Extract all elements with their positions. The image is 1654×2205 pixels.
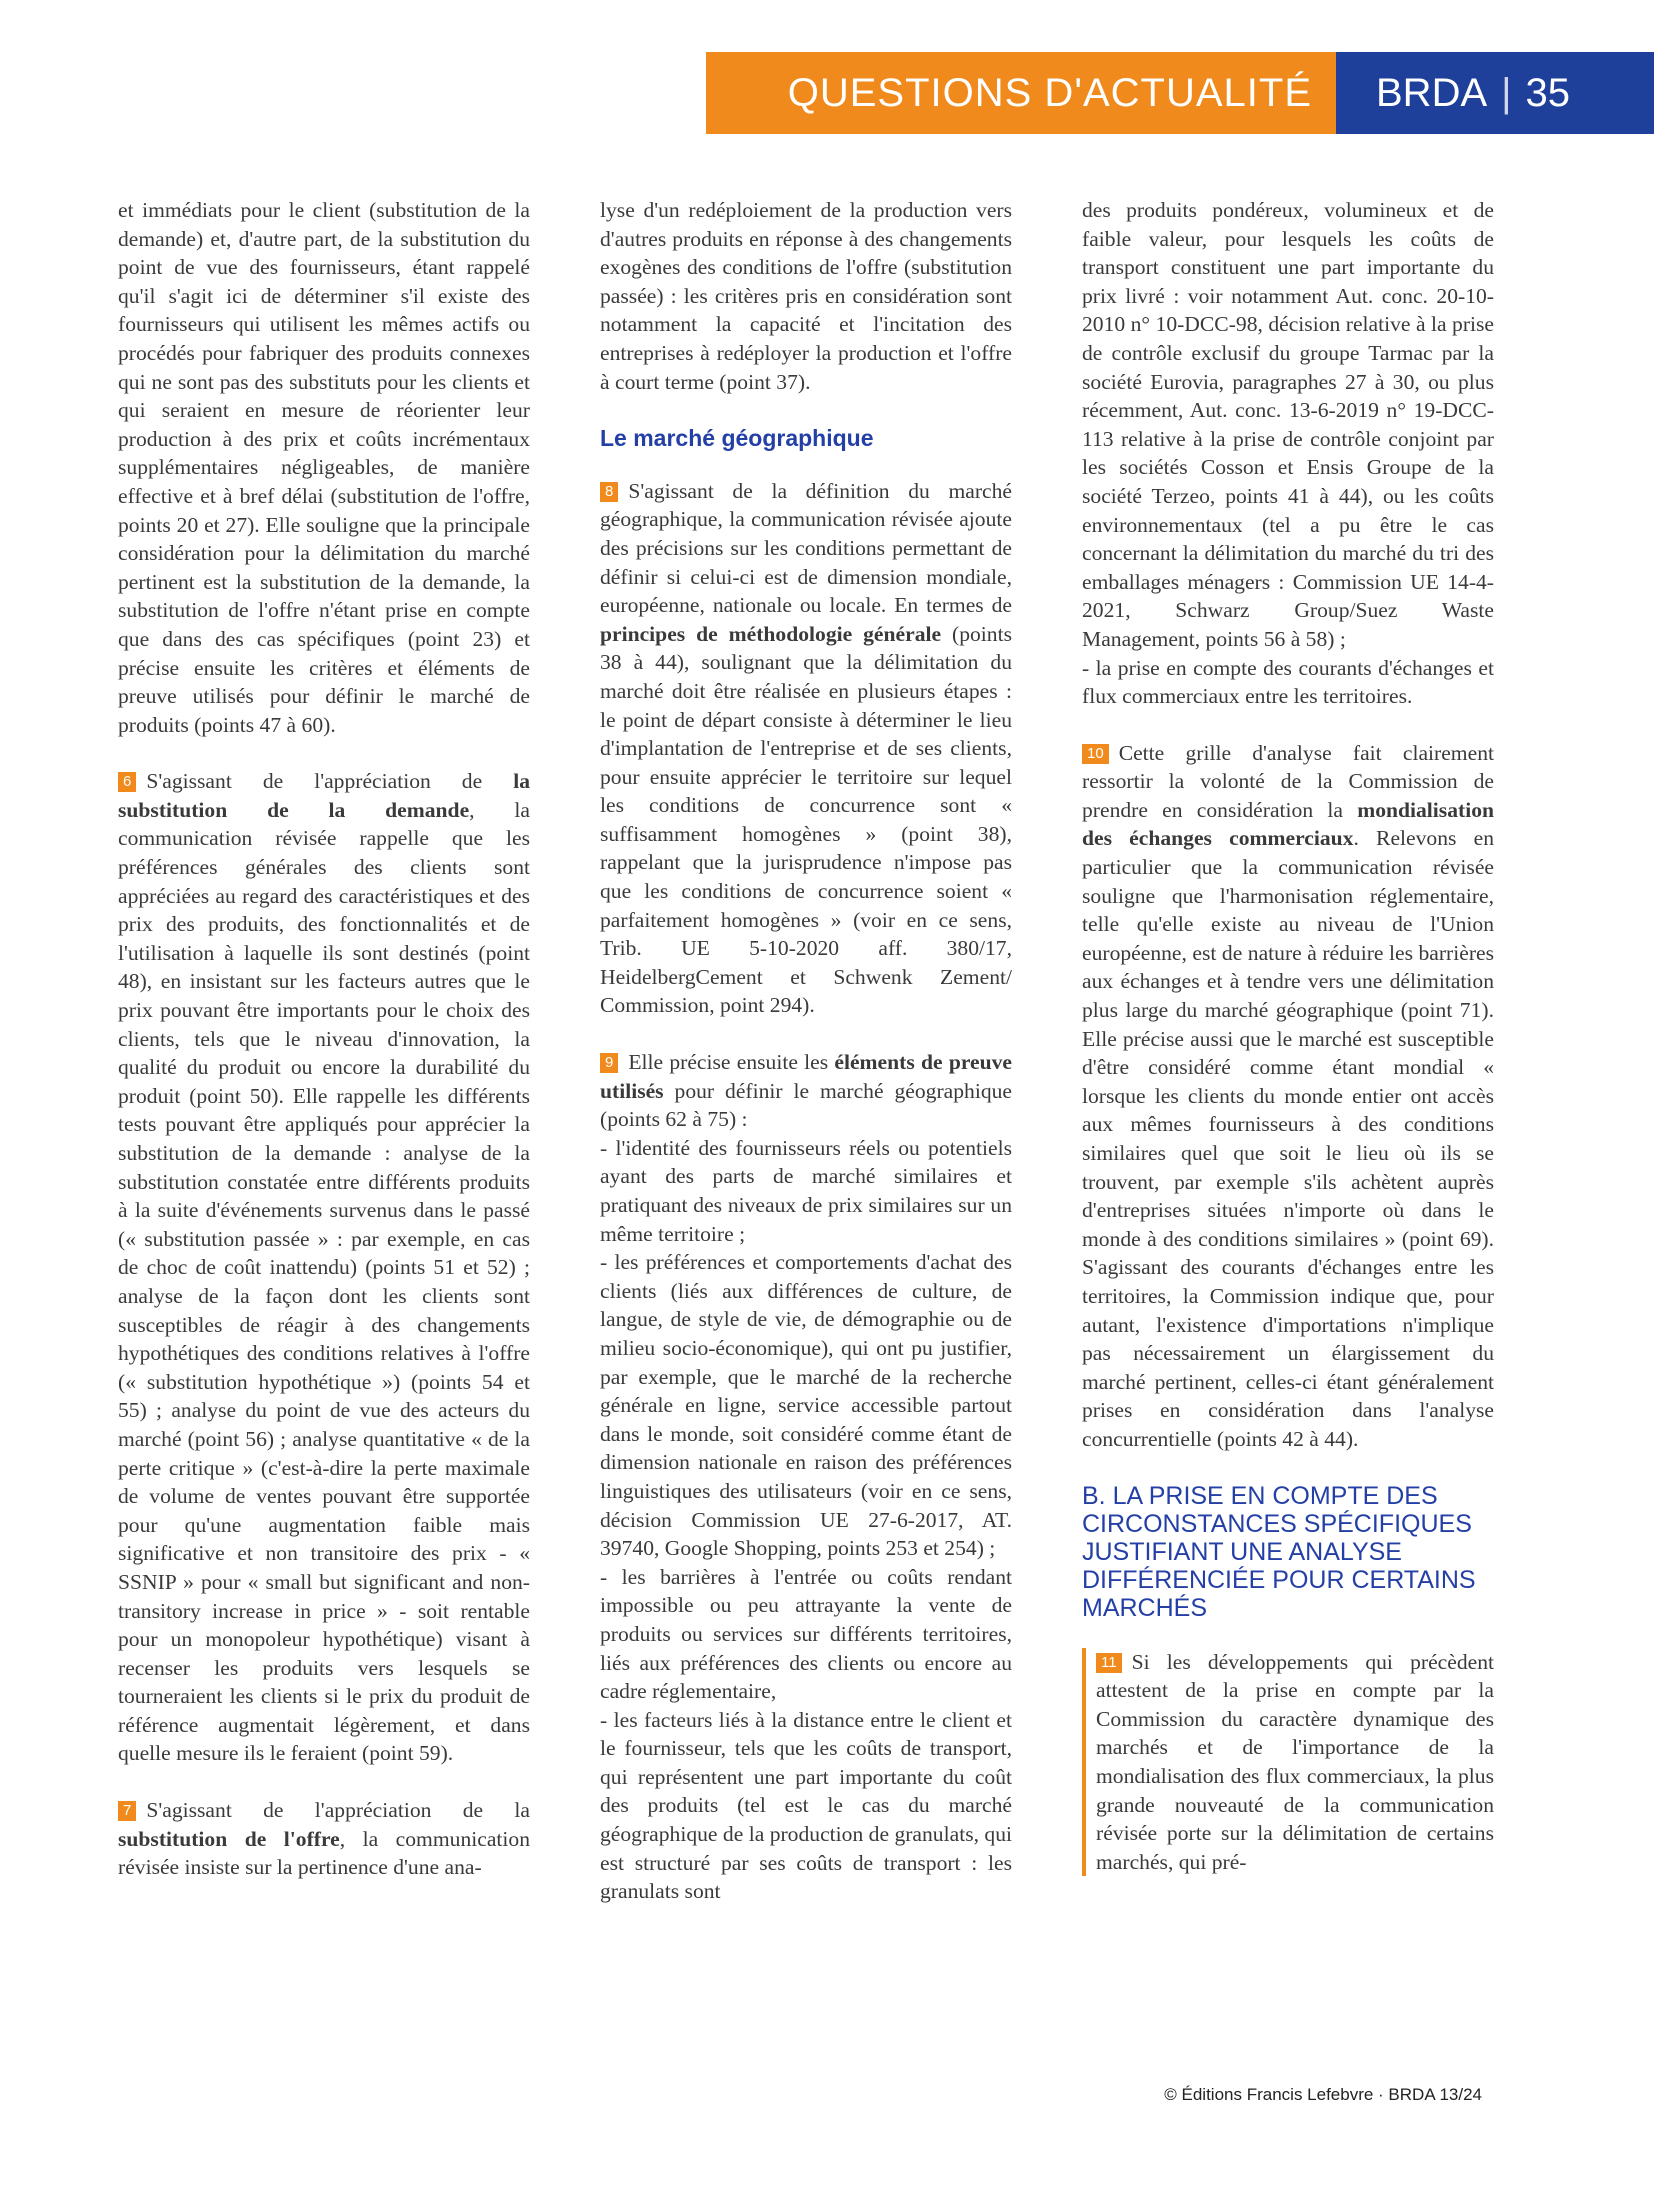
bold-term: la substitution de la demande [118,769,530,822]
subheading: Le marché géographique [600,425,874,452]
page-number: 35 [1525,70,1571,115]
section-heading: B. LA PRISE EN COMPTE DES CIRCONSTANCES SPÉCIFIQUES JUSTIFIANT UNE ANALYSE DIFFÉRENCIÉE POUR CERTAINS MARCHÉS [1082,1481,1476,1622]
paragraph: 11 Si les développements qui précèdent attestent de la prise en compte par la Commission du caractère dynamique des marchés et de l'importance de la mondialisation des flux commerciaux, la plus grande nouveauté de la communication révisée porte sur la délimitation de certains marchés, qui pré- [1082,1648,1494,1877]
page-footer: © Éditions Francis Lefebvre · BRDA 13/24 [1164,2085,1482,2104]
paragraph-number: 6 [118,772,136,792]
bold-term: mondialisation des échanges commerciaux [1082,797,1494,851]
paragraph: 6 S'agissant de l'appréciation de la substitution de la demande, la communication révisée rappelle que les préférences générales des clients sont appréciées au regard des caractéristiques et des prix des produits, des fonctionnalités et de l'utilisation à laquelle ils sont destinés (point 48), en insistant sur les facteurs autres que le prix pouvant être importants pour le choix des clients, tels que le niveau d'innovation, la qualité du produit ou encore la durabilité du produit (point 50). Elle rappelle les différents tests pouvant être appliqués pour apprécier la substitution de la demande : analyse de la substitution constatée entre différents produits à la suite d'événements survenus dans le passé (« substitution passée » : par exemple, en cas de choc de coût inattendu) (points 51 et 52) ; analyse de la façon dont les clients sont susceptibles de réagir à des changements hypothétiques des conditions relatives à l'offre (« substitution hypothétique ») (points 54 et 55) ; analyse du point de vue des acteurs du marché (point 56) ; analyse quantitative « de la perte critique » (c'est-à-dire la perte maximale de volume de ventes pouvant être supportée pour qu'une augmentation faible mais significative et non transitoire des prix - « SSNIP » pour « small but significant and non-transitory increase in price » - soit rentable pour un monopoleur hypothétique) visant à recenser les produits vers lesquels se tourneraient les clients si le prix du produit de référence augmentait légèrement, et dans quelle mesure ils le feraient (point 59). [118,769,530,1766]
list-item: - les barrières à l'entrée ou coûts rendant impossible ou peu attrayante la vente de produits ou services sur différents territoires, liés aux préférences des clients ou encore au cadre réglementaire, [600,1564,1012,1704]
paragraph: et immédiats pour le client (substitution de la demande) et, d'autre part, de la substitution du point de vue des fournisseurs, étant rappelé qu'il s'agit ici de déterminer s'il existe des fournisseurs qui utilisent les mêmes actifs ou procédés pour fabriquer des produits connexes qui ne sont pas des substituts pour les clients et qui seraient en mesure de réorienter leur production à des prix et coûts incrémentaux supplémentaires négligeables, de manière effective et à bref délai (substitution de l'offre, points 20 et 27). Elle souligne que la principale considération pour la délimitation du marché pertinent est la substitution de la demande, la substitution de l'offre n'étant prise en compte que dans des cas spécifiques (point 23) et précise ensuite les critères et éléments de preuve utilisés pour définir le marché de produits (points 47 à 60). [118,198,530,737]
text-column-1 [118,196,530,1910]
publication-name: BRDA [1376,70,1488,115]
list-item: - l'identité des fournisseurs réels ou potentiels ayant des parts de marché similaires et pratiquant des niveaux de prix similaires sur un même territoire ; [600,1135,1012,1246]
paragraph: 9 Elle précise ensuite les éléments de preuve utilisés pour définir le marché géographique (points 62 à 75) : [600,1050,1012,1132]
paragraph: 10 Cette grille d'analyse fait clairement ressortir la volonté de la Commission de prendre en considération la mondialisation des échanges commerciaux. Relevons en particulier que la communication révisée souligne que l'harmonisation réglementaire, telle qu'elle existe au niveau de l'Union européenne, est de nature à réduire les barrières aux échanges et à tendre vers une délimitation plus large du marché géographique (point 71). Elle précise aussi que le marché est susceptible d'être considéré comme étant mondial « lorsque les clients du monde entier ont accès aux mêmes fournisseurs à des conditions similaires quel que soit le lieu où ils se trouvent, par exemple s'ils achètent auprès d'entreprises situées n'importe où dans le monde à des conditions similaires » (point 69). S'agissant des courants d'échanges entre les territoires, la Commission indique que, pour autant, l'existence d'importations n'implique pas nécessairement un élargissement du marché pertinent, celles-ci étant généralement prises en considération dans l'analyse concurrentielle (points 42 à 44). [1082,740,1494,1451]
paragraph: lyse d'un redéploiement de la production vers d'autres produits en réponse à des changements exogènes des conditions de l'offre (substitution passée) : les critères pris en considération sont notamment la capacité et l'incitation des entreprises à redéployer la production et l'offre à court terme (point 37). [600,198,1012,394]
paragraph-number: 7 [118,1801,136,1821]
paragraph-number: 8 [600,482,618,502]
paragraph-number: 9 [600,1053,618,1073]
list-item: - les facteurs liés à la distance entre le client et le fournisseur, tels que les coûts de transport, qui représentent une part importante du coût des produits (tel est le cas du marché géographique de la production de granulats, qui est structuré par ses coûts de transport : les granulats sont [600,1707,1012,1904]
publication-header [1336,52,1654,134]
paragraph: 8 S'agissant de la définition du marché géographique, la communication révisée ajoute des précisions sur les conditions permettant de définir si celui-ci est de dimension mondiale, européenne, nationale ou locale. En termes de principes de méthodologie générale (points 38 à 44), soulignant que la délimitation du marché doit être réalisée en plusieurs étapes : le point de départ consiste à déterminer le lieu d'implantation de l'entreprise et de ses clients, pour ensuite apprécier le territoire sur lequel les conditions de concurrence sont « suffisamment homogènes » (point 38), rappelant que la jurisprudence n'impose pas que les conditions de concurrence soient « parfaitement homogènes » (voir en ce sens, Trib. UE 5-10-2020 aff. 380/17, HeidelbergCement et Schwenk Zement/ Commission, point 294). [600,478,1012,1018]
bold-term: éléments de preuve utilisés [600,1050,1012,1103]
paragraph: 7 S'agissant de l'appréciation de la substitution de l'offre, la communication révisée insiste sur la pertinence d'une ana- [118,1798,531,1880]
bold-term: principes de méthodologie générale [600,621,942,646]
paragraph: des produits pondéreux, volumineux et de faible valeur, pour lesquels les coûts de transport constituent une part importante du prix livré : voir notamment Aut. conc. 20-10-2010 n° 10-DCC-98, décision relative à la prise de contrôle exclusif du groupe Tarmac par la société Eurovia, paragraphes 27 à 30, ou plus récemment, Aut. conc. 13-6-2019 n° 19-DCC-113 relative à la prise de contrôle conjoint par les sociétés Cosson et Ensis Groupe de la société Terzeo, points 41 à 44), ou les coûts environnementaux (tel a pu être le cas concernant la délimitation du marché du tri des emballages ménagers : Commission UE 14-4-2021, Schwarz Group/Suez Waste Management, points 56 à 58) ; [1082,198,1494,651]
list-item: - les préférences et comportements d'achat des clients (liés aux différences de culture, de langue, de style de vie, de démographie ou de milieu socio-économique), qui ont pu justifier, par exemple, que le marché de la recherche générale en ligne, service accessible partout dans le monde, soit considéré comme étant de dimension nationale en raison des préférences linguistiques des utilisateurs (voir en ce sens, décision Commission UE 27-6-2017, AT. 39740, Google Shopping, points 253 et 254) ; [600,1250,1012,1561]
text-column-3 [1082,196,1494,1904]
paragraph-number: 11 [1096,1653,1122,1673]
text-column-2 [600,196,1012,1934]
section-title: QUESTIONS D'ACTUALITÉ [787,70,1312,115]
section-header-banner [706,52,1336,134]
paragraph-number: 10 [1082,744,1109,764]
header-separator: | [1501,70,1512,115]
list-item: - la prise en compte des courants d'échanges et flux commerciaux entre les territoires. [1082,655,1494,709]
bold-term: substitution de l'offre [118,1826,340,1851]
